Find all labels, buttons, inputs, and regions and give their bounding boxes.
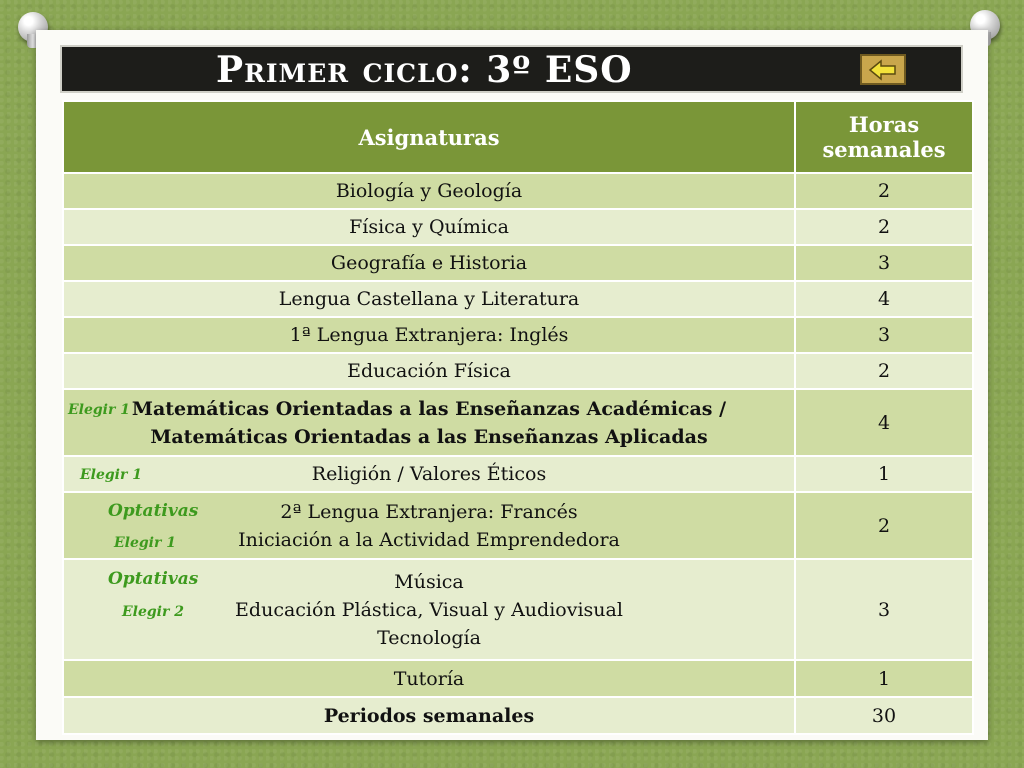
table-row xyxy=(63,209,973,245)
back-arrow-icon xyxy=(868,59,898,81)
header-subjects: Asignaturas xyxy=(63,101,795,173)
choose-two-tag: Elegir 2 xyxy=(122,604,184,620)
religion-subject: Religión / Valores Éticos xyxy=(311,463,547,485)
choose-one-tag: Elegir 1 xyxy=(114,535,176,551)
hours-cell: 1 xyxy=(795,456,973,492)
subject-cell: Geografía e Historia xyxy=(63,245,795,281)
subject-cell: Física y Química xyxy=(63,209,795,245)
religion-subject-cell xyxy=(63,456,795,492)
optativas-1-cell xyxy=(63,492,795,559)
table-row-maths xyxy=(63,389,973,456)
optativas-tag: Optativas xyxy=(108,569,199,589)
hours-cell: 2 xyxy=(795,209,973,245)
subject-cell: Biología y Geología xyxy=(63,173,795,209)
french-line: 2ª Lengua Extranjera: Francés xyxy=(280,500,578,523)
table-row xyxy=(63,317,973,353)
table-row-optativas-1 xyxy=(63,492,973,559)
hours-cell: 4 xyxy=(795,281,973,317)
optativas-tag: Optativas xyxy=(108,501,199,521)
table-row-tutoria xyxy=(63,660,973,697)
subject-cell: Lengua Castellana y Literatura xyxy=(63,281,795,317)
table-row-religion xyxy=(63,456,973,492)
slide-title: Primer ciclo: 3º ESO xyxy=(216,49,633,91)
table-row-total xyxy=(63,697,973,734)
table-row xyxy=(63,353,973,389)
maths-academic-line: Matemáticas Orientadas a las Enseñanzas Académicas / xyxy=(131,397,727,420)
hours-cell: 3 xyxy=(795,245,973,281)
technology-line: Tecnología xyxy=(377,626,481,649)
choose-one-tag: Elegir 1 xyxy=(68,402,130,418)
table-row-optativas-2 xyxy=(63,559,973,660)
hours-cell: 2 xyxy=(795,173,973,209)
optativas-2-cell xyxy=(63,559,795,660)
subject-cell: Educación Física xyxy=(63,353,795,389)
header-hours: Horas semanales xyxy=(795,101,973,173)
entrepreneurship-line: Iniciación a la Actividad Emprendedora xyxy=(238,528,620,551)
hours-cell: 3 xyxy=(795,559,973,660)
maths-subject-cell xyxy=(63,389,795,456)
total-hours: 30 xyxy=(795,697,973,734)
plastic-arts-line: Educación Plástica, Visual y Audiovisual xyxy=(235,598,623,621)
table-row xyxy=(63,173,973,209)
subject-cell: Tutoría xyxy=(63,660,795,697)
maths-applied-line: Matemáticas Orientadas a las Enseñanzas Aplicadas xyxy=(150,425,708,448)
music-line: Música xyxy=(394,570,464,593)
hours-cell: 1 xyxy=(795,660,973,697)
hours-cell: 3 xyxy=(795,317,973,353)
hours-cell: 2 xyxy=(795,492,973,559)
choose-one-tag: Elegir 1 xyxy=(80,467,142,483)
hours-cell: 2 xyxy=(795,353,973,389)
hours-cell: 4 xyxy=(795,389,973,456)
subjects-table xyxy=(62,100,974,735)
table-row xyxy=(63,281,973,317)
subject-cell: 1ª Lengua Extranjera: Inglés xyxy=(63,317,795,353)
back-button[interactable] xyxy=(860,54,906,85)
table-header-row xyxy=(63,101,973,173)
table-row xyxy=(63,245,973,281)
total-label: Periodos semanales xyxy=(63,697,795,734)
